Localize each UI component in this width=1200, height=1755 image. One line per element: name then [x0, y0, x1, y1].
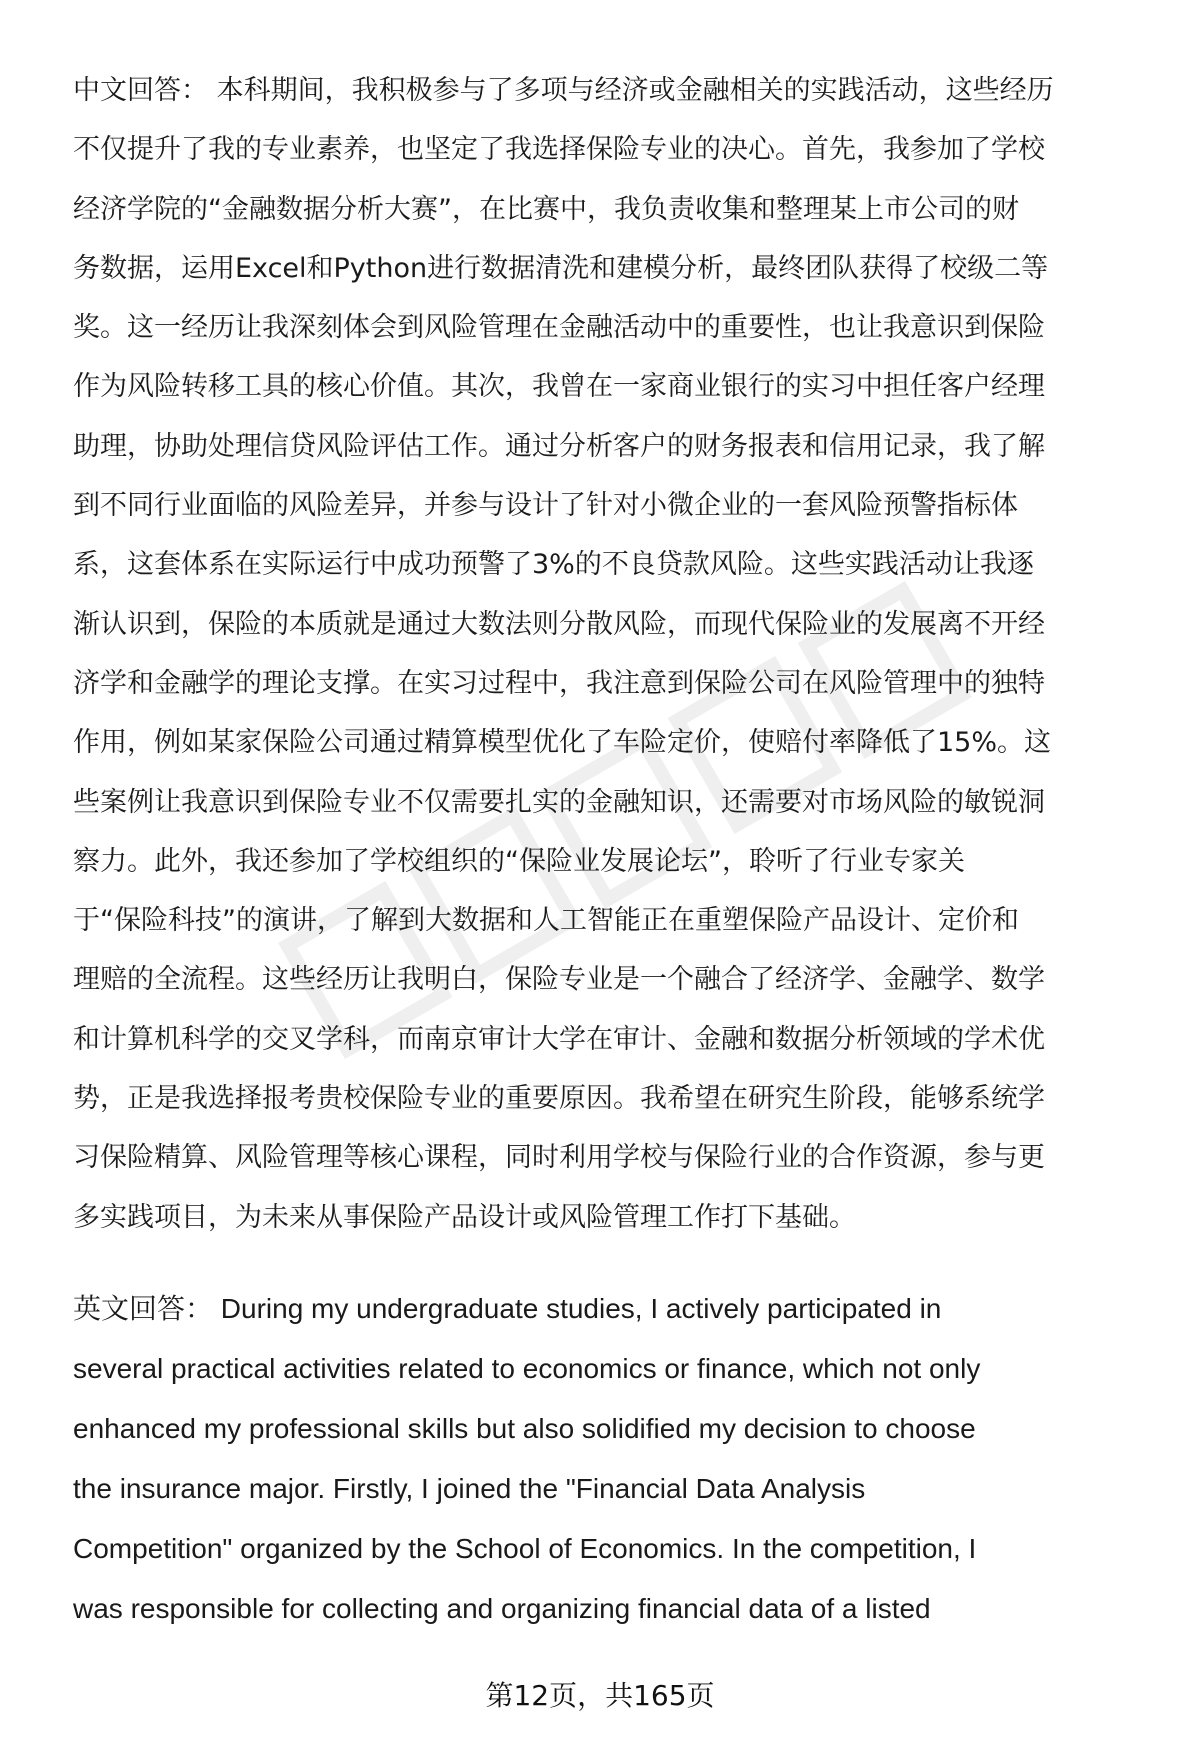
text-line: 济学和金融学的理论支撑。在实习过程中，我注意到保险公司在风险管理中的独特 — [73, 667, 1045, 699]
text-line: 作为风险转移工具的核心价值。其次，我曾在一家商业银行的实习中担任客户经理 — [73, 371, 1045, 403]
text-line: the insurance major. Firstly, I joined the "Financial Data Analysis — [73, 1473, 866, 1504]
text-line: 渐认识到，保险的本质就是通过大数法则分散风险，而现代保险业的发展离不开经 — [73, 608, 1045, 640]
text-line: enhanced my professional skills but also solidified my decision to choose — [73, 1413, 976, 1444]
text-line: 英文回答： During my undergraduate studies, I actively participated in — [73, 1293, 942, 1324]
text-line: 经济学院的“金融数据分析大赛”，在比赛中，我负责收集和整理某上市公司的财 — [73, 193, 1019, 225]
text-line: 和计算机科学的交叉学科，而南京审计大学在审计、金融和数据分析领域的学术优 — [73, 1023, 1045, 1055]
text-line: 不仅提升了我的专业素养，也坚定了我选择保险专业的决心。首先，我参加了学校 — [73, 134, 1045, 166]
page-number-footer: 第12页，共165页 — [485, 1679, 715, 1712]
text-line: 作用，例如某家保险公司通过精算模型优化了车险定价，使赔付率降低了15%。这 — [73, 727, 1052, 759]
text-line: 助理，协助处理信贷风险评估工作。通过分析客户的财务报表和信用记录，我了解 — [73, 430, 1045, 462]
text-line: several practical activities related to economics or finance, which not only — [73, 1353, 981, 1384]
text-line: 于“保险科技”的演讲，了解到大数据和人工智能正在重塑保险产品设计、定价和 — [73, 905, 1019, 937]
text-line: 务数据，运用Excel和Python进行数据清洗和建模分析，最终团队获得了校级二等 — [73, 252, 1049, 284]
text-line: 奖。这一经历让我深刻体会到风险管理在金融活动中的重要性，也让我意识到保险 — [73, 312, 1045, 344]
english-answer-paragraph — [73, 1279, 1153, 1639]
text-line: 到不同行业面临的风险差异，并参与设计了针对小微企业的一套风险预警指标体 — [73, 490, 1018, 522]
chinese-answer-paragraph — [73, 61, 1153, 1247]
text-line: 理赔的全流程。这些经历让我明白，保险专业是一个融合了经济学、金融学、数学 — [73, 964, 1045, 996]
text-line: 些案例让我意识到保险专业不仅需要扎实的金融知识，还需要对市场风险的敏锐洞 — [73, 786, 1045, 818]
text-line: 势，正是我选择报考贵校保险专业的重要原因。我希望在研究生阶段，能够系统学 — [73, 1083, 1045, 1115]
text-line: 系，这套体系在实际运行中成功预警了3%的不良贷款风险。这些实践活动让我逐 — [73, 549, 1034, 581]
text-line: was responsible for collecting and organizing financial data of a listed — [73, 1593, 931, 1624]
text-line: 习保险精算、风险管理等核心课程，同时利用学校与保险行业的合作资源，参与更 — [73, 1142, 1045, 1174]
text-line: 中文回答： 本科期间，我积极参与了多项与经济或金融相关的实践活动，这些经历 — [73, 75, 1054, 106]
text-line: 察力。此外，我还参加了学校组织的“保险业发展论坛”，聆听了行业专家关 — [73, 845, 965, 877]
text-line: 多实践项目，为未来从事保险产品设计或风险管理工作打下基础。 — [73, 1201, 856, 1233]
text-line: Competition" organized by the School of Economics. In the competition, I — [73, 1533, 977, 1564]
